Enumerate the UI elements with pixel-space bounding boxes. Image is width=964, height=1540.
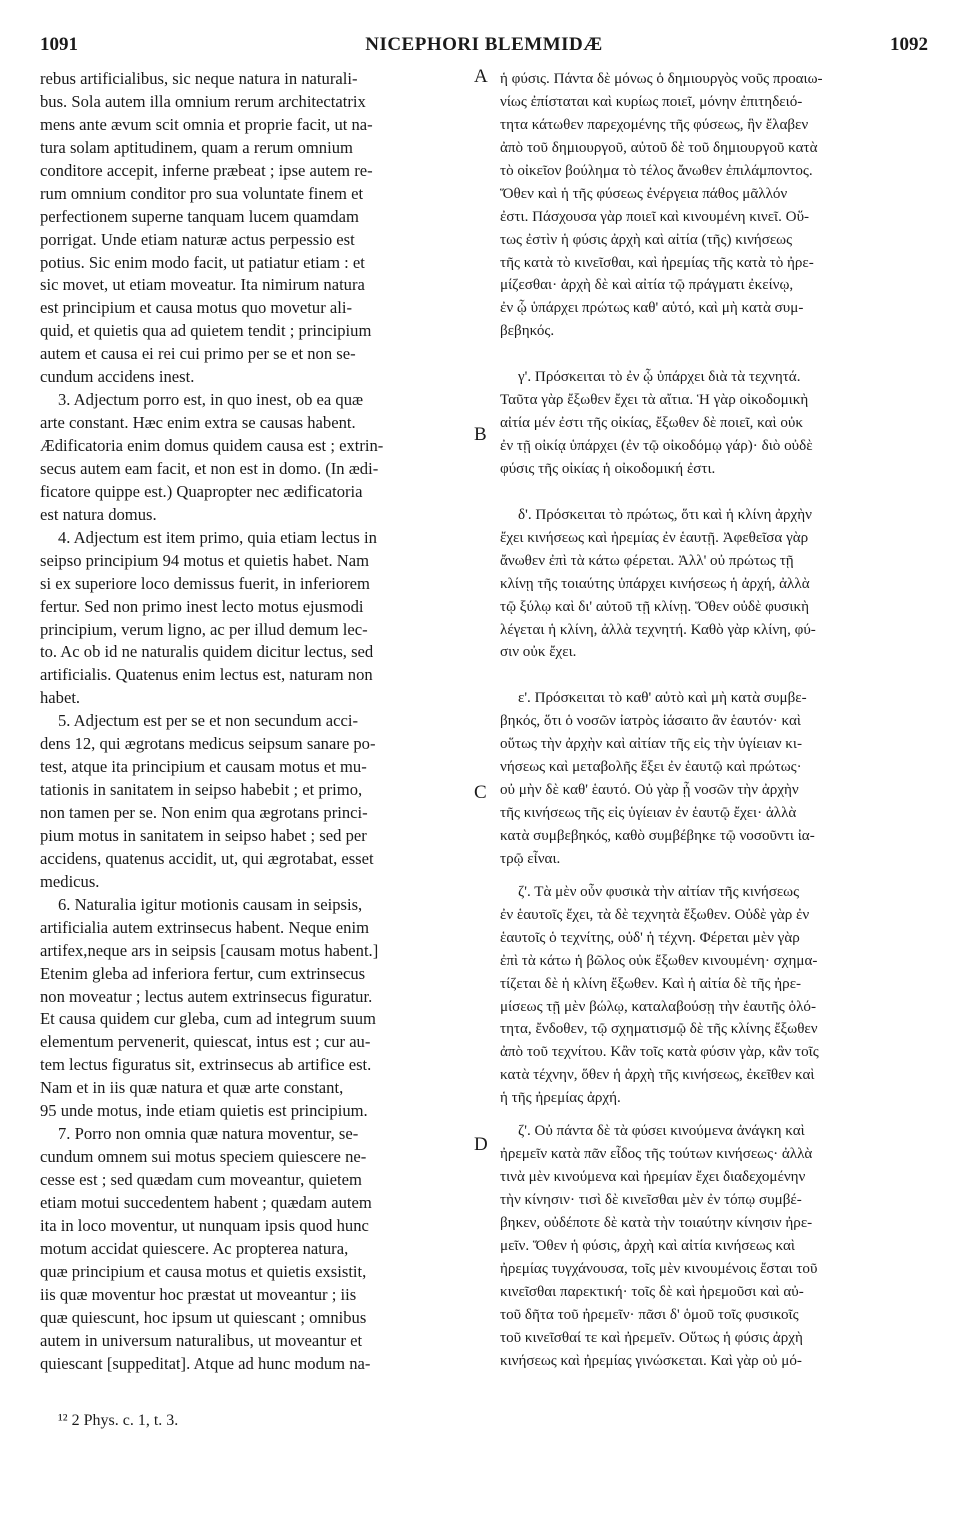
text-line: Ædificatoria enim domus quidem causa est ; extrin- [40, 436, 384, 455]
text-line: βεβηκός. [500, 323, 555, 340]
text-line: κλίνῃ τῆς τοιαύτης ὑπάρχει κινήσεως ἡ ἀρχή, ἀλλὰ [500, 575, 810, 592]
text-line: ἐν ἑαυτοῖς ἔχει, τὰ δὲ τεχνητὰ ἔξωθεν. Οὐδὲ γὰρ ἐν [500, 906, 810, 923]
text-line: τῆς κατὰ τὸ κινεῖσθαι, καὶ ἠρεμίας τῆς κατὰ τὸ ἠρε- [500, 254, 814, 271]
text-line: τως ἐστὶν ἡ φύσις ἀρχὴ καὶ αἰτία (τῆς) κινήσεως [500, 231, 793, 248]
text-line: οὐ μὴν δὲ καθ' ἑαυτό. Οὐ γὰρ ᾗ νοσῶν τὴν ἀρχὴν [500, 782, 799, 799]
text-line: τῷ ξύλῳ καὶ δι' αὐτοῦ τῇ κλίνῃ. Ὅθεν οὐδὲ φυσικὴ [500, 598, 809, 615]
text-line: ita in loco moventur, ut nunquam ipsis quod hunc [40, 1215, 369, 1235]
text-line: cundum omnem sui motus speciem quiescere ne- [40, 1147, 367, 1167]
text-line: κινεῖσθαι παρεκτική· τοῖς δὲ καὶ ἠρεμοῦσι καὶ αὐ- [500, 1283, 804, 1300]
text-line: quiescant [suppeditat]. Atque ad hunc modum na- [40, 1353, 371, 1373]
text-line: non tamen per se. Non enim qua ægrotans princi- [40, 803, 368, 822]
text-line: rum omnium conditor pro sua voluntate finem et [40, 183, 364, 203]
text-line: τὴν κίνησιν· τισὶ δὲ κινεῖσθαι μὲν ἐν τόπῳ συμβέ- [500, 1192, 802, 1208]
text-line: κινήσεως καὶ ἠρεμίας γινώσκεται. Καὶ γὰρ οὐ μό- [500, 1352, 802, 1369]
text-line: 6. Naturalia igitur motionis causam in seipsis, [58, 894, 363, 914]
text-line: νίως ἐπίσταται καὶ κυρίως ποιεῖ, μόνην ἐπιτηδειό- [500, 93, 803, 110]
latin-column [40, 68, 472, 1375]
text-line: κατὰ τέχνην, ὅθεν ἡ ἀρχὴ τῆς κινήσεως, ἐκεῖθεν καὶ [500, 1067, 815, 1084]
greek-paragraph-4 [500, 504, 924, 665]
text-line: ζ'. Τὰ μὲν οὖν φυσικὰ τὴν αἰτίαν τῆς κινήσεως [518, 883, 800, 900]
text-line: motum accidat quiescere. Ac propterea natura, [40, 1238, 349, 1258]
text-line: τὸ οἰκεῖον βούλημα τὸ τέλος ἄνωθεν ἐπιλάμποντος. [500, 162, 813, 179]
text-line: ἐν τῇ οἰκίᾳ ὑπάρχει (ἐν τῷ οἰκοδόμῳ γάρ)· διὸ οὐδὲ [500, 438, 813, 454]
text-line: artificialis. Quatenus enim lectus est, naturam non [40, 665, 373, 685]
text-line: μίσεως τῇ μὲν βώλῳ, καταλαβούσῃ τὴν ἑαυτῆς ὁλό- [500, 998, 816, 1015]
text-line: τητα, ἔνδοθεν, τῷ σχηματισμῷ δὲ τῆς κλίνης ἔξωθεν [500, 1021, 818, 1038]
text-line: habet. [40, 688, 81, 708]
text-line: si ex superiore loco demissus fuerit, in inferiorem [40, 573, 370, 593]
margin-marker-b: B [474, 424, 487, 445]
text-line: tura solam aptitudinem, quam a rerum omnium [40, 137, 353, 157]
text-line: medicus. [40, 871, 100, 891]
text-line: est natura domus. [40, 504, 157, 524]
text-line: mens ante ævum scit omnia et proprie facit, ut na- [40, 114, 373, 134]
text-line: ἠρεμίας τυγχάνουσα, τοῖς μὲν κινουμένοις ἔσται τοῦ [500, 1260, 818, 1277]
latin-paragraph-7 [40, 1123, 472, 1375]
latin-paragraph-6 [40, 894, 472, 1123]
text-line: αἰτία μέν ἐστι τῆς οἰκίας, ἔξωθεν δὲ ποιεῖ, καὶ οὐκ [500, 415, 804, 432]
greek-paragraph-5 [500, 687, 924, 871]
text-line: βηκός, ὅτι ὁ νοσῶν ἰατρὸς ἰάσαιτο ἂν ἑαυτόν· καὶ [500, 713, 801, 730]
text-line: τινὰ μὲν κινούμενα καὶ ἠρεμίαν ἔχει διαδεχομένην [500, 1169, 806, 1186]
greek-paragraph-6 [500, 881, 924, 1110]
text-line: bus. Sola autem illa omnium rerum architectatrix [40, 91, 366, 111]
greek-column [500, 68, 924, 1373]
text-line: accidens, quatenus accidit, ut, qui ægrotabat, esset [40, 848, 374, 868]
text-line: quæ quiescunt, hoc ipsum ut quiescant ; omnibus [40, 1307, 367, 1327]
text-line: fertur. Sed non primo inest lecto motus ejusmodi [40, 596, 364, 616]
text-line: porrigat. Unde etiam naturæ actus perpessio est [40, 229, 355, 249]
text-line: Nam et in iis quæ natura et quæ arte constant, [40, 1078, 344, 1098]
latin-paragraph-3 [40, 389, 472, 527]
text-line: οὕτως τὴν ἀρχὴν καὶ αἰτίαν τῆς εἰς τὴν ὑγίειαν κι- [500, 736, 802, 753]
page-number-right: 1092 [890, 34, 928, 55]
text-line: 95 unde motus, inde etiam quietis est principium. [40, 1101, 368, 1121]
text-line: non moveatur ; lectus autem extrinsecus figuratur. [40, 986, 373, 1006]
text-line: principium, verum ligno, ac per illud demum lec- [40, 619, 368, 639]
text-line: pium motus in sanitatem in seipso habet ; sed per [40, 825, 367, 845]
text-line: quæ principium et causa motus et quietis exsistit, [40, 1261, 367, 1281]
text-line: Ὅθεν καὶ ἡ τῆς φύσεως ἐνέργεια πάθος μᾶλλόν [500, 185, 788, 202]
latin-paragraph-5 [40, 710, 472, 894]
margin-marker-a: A [474, 66, 488, 87]
text-line: tem lectus figuratus sit, extrinsecus ab artifice est. [40, 1055, 372, 1075]
text-line: elementum pervenerit, quiescat, intus est ; cur au- [40, 1032, 371, 1052]
text-line: δ'. Πρόσκειται τὸ πρώτως, ὅτι καὶ ἡ κλίνη ἀρχὴν [518, 506, 812, 523]
text-line: iis quæ moventur hoc præstat ut moveantur ; iis [40, 1284, 357, 1304]
text-line: arte constant. Hæc enim extra se causas habent. [40, 413, 356, 433]
text-line: μίζεσθαι· ἀρχὴ δὲ καὶ αἰτία τῷ πράγματι ἐκείνῳ, [500, 277, 794, 294]
text-line: autem in universum naturalibus, ut moveantur et [40, 1330, 363, 1350]
text-line: est principium et causa motus quo movetur ali- [40, 298, 352, 318]
text-line: ἡ τῆς ἠρεμίας ἀρχή. [500, 1090, 621, 1107]
text-line: seipso principium 94 motus et quietis habet. Nam [40, 550, 370, 570]
text-line: artificialia autem extrinsecus habent. Neque enim [40, 917, 369, 937]
text-line: γ'. Πρόσκειται τὸ ἐν ᾧ ὑπάρχει διὰ τὰ τεχνητά. [518, 369, 801, 386]
text-line: 5. Adjectum est per se et non secundum acci- [58, 711, 358, 731]
text-line: etiam motui succedentem habent ; quædam autem [40, 1192, 372, 1212]
text-line: βηκεν, οὐδέποτε δὲ κατὰ τὴν τοιαύτην κίνησιν ἠρε- [500, 1214, 813, 1231]
text-line: cesse est ; sed quædam cum moveantur, quietem [40, 1170, 362, 1189]
latin-paragraph-2 [40, 68, 472, 389]
text-line: ζ'. Οὐ πάντα δὲ τὰ φύσει κινούμενα ἀνάγκη καὶ [518, 1123, 805, 1140]
text-line: Et causa quidem cur gleba, cum ad integrum suum [40, 1009, 376, 1029]
text-line: 7. Porro non omnia quæ natura moventur, se- [58, 1124, 359, 1144]
page-header [40, 34, 928, 64]
text-line: τοῦ κινεῖσθαί τε καὶ ἠρεμεῖν. Οὕτως ἡ φύσις ἀρχὴ [500, 1329, 803, 1346]
text-line: ἔχει κινήσεως καὶ ἠρεμίας ἐν ἑαυτῇ. Ἀφεθεῖσα γὰρ [500, 529, 809, 546]
text-line: ficatore quippe est.) Quapropter nec ædificatoria [40, 481, 363, 501]
text-line: ἀπὸ τοῦ τεχνίτου. Κἂν τοῖς κατὰ φύσιν γὰρ, κἂν τοῖς [500, 1044, 819, 1061]
text-line: τοῦ δῆτα τοῦ ἠρεμεῖν· πᾶσι δ' ὁμοῦ τοῖς φυσικοῖς [500, 1306, 799, 1323]
text-line: λέγεται ἡ κλίνη, ἀλλὰ τεχνητή. Καθὸ γὰρ κλίνη, φύ- [500, 621, 816, 638]
text-line: νήσεως καὶ μεταβολῆς ἕξει ἐν ἑαυτῷ καὶ πρώτως· [500, 759, 802, 776]
text-line: cundum accidens inest. [40, 367, 195, 387]
text-line: σιν οὐκ ἔχει. [500, 644, 577, 661]
footnote: ¹² 2 Phys. c. 1, t. 3. [58, 1412, 179, 1429]
text-line: ἡ φύσις. Πάντα δὲ μόνως ὁ δημιουργὸς νοῦς προαιω- [500, 71, 823, 87]
page-number-left: 1091 [40, 34, 78, 55]
text-line: ε'. Πρόσκειται τὸ καθ' αὑτὸ καὶ μὴ κατὰ συμβε- [518, 690, 807, 707]
running-title: NICEPHORI BLEMMIDÆ [365, 34, 603, 55]
text-line: μεῖν. Ὅθεν ἡ φύσις, ἀρχὴ καὶ αἰτία κινήσεως καὶ [500, 1237, 795, 1254]
text-line: dens 12, qui ægrotans medicus seipsum sanare po- [40, 734, 376, 754]
text-line: φύσις τῆς οἰκίας ἡ οἰκοδομική ἐστι. [500, 460, 716, 477]
text-line: sic movet, ut etiam moveatur. Ita nimirum natura [40, 275, 365, 295]
margin-marker-c: C [474, 782, 487, 803]
text-line: artifex,neque ars in seipsis [causam motus habent.] [40, 940, 379, 960]
text-line: ἠρεμεῖν κατὰ πᾶν εἶδος τῆς τούτων κινήσεως· ἀλλὰ [500, 1146, 813, 1163]
text-line: τίζεται δὲ ἡ κλίνη ἔξωθεν. Καὶ ἡ αἰτία δὲ τῆς ἠρε- [500, 975, 802, 992]
text-line: secus autem eam facit, et non est in domo. (In ædi- [40, 458, 379, 478]
text-line: ἀπὸ τοῦ δημιουργοῦ, αὐτοῦ δὲ τοῦ δημιουργοῦ κατὰ [500, 139, 818, 156]
text-line: Etenim gleba ad inferiora fertur, cum extrinsecus [40, 963, 366, 983]
text-line: potius. Sic enim modo facit, ut patiatur etiam : et [40, 252, 365, 272]
text-line: 3. Adjectum porro est, in quo inest, ob ea quæ [58, 390, 364, 410]
margin-marker-d: D [474, 1134, 488, 1155]
text-line: κατὰ συμβεβηκός, καθὸ συμβέβηκε τῷ νοσοῦντι ἰα- [500, 827, 815, 844]
text-line: τρῷ εἶναι. [500, 850, 561, 867]
text-line: ἐν ᾧ ὑπάρχει πρώτως καθ' αὑτό, καὶ μὴ κατὰ συμ- [500, 300, 804, 317]
text-line: τῆς κινήσεως τῆς εἰς ὑγίειαν ἐν ἑαυτῷ ἔχει· ἀλλὰ [500, 805, 797, 821]
text-line: autem et causa ei rei cui primo per se et non se- [40, 344, 356, 364]
greek-paragraph-7 [500, 1120, 924, 1372]
text-line: ἐπὶ τὰ κάτω ἡ βῶλος οὐκ ἔξωθεν κινουμένη· σχημα- [500, 952, 818, 969]
text-line: conditore accepit, inferne præbeat ; ipse autem re- [40, 160, 373, 180]
text-line: test, atque ita principium et causam motus et mu- [40, 757, 367, 777]
greek-paragraph-2 [500, 68, 924, 343]
text-line: rebus artificialibus, sic neque natura in naturali- [40, 69, 358, 88]
text-line: ἑαυτοῖς ὁ τεχνίτης, οὐδ' ἡ τέχνη. Φέρεται μὲν γὰρ [500, 929, 800, 946]
text-line: ἐστι. Πάσχουσα γὰρ ποιεῖ καὶ κινουμένη κινεῖ. Οὕ- [500, 208, 810, 225]
text-line: perfectionem superne tanquam lucem quamdam [40, 206, 359, 226]
text-line: 4. Adjectum est item primo, quia etiam lectus in [58, 527, 377, 547]
latin-paragraph-4 [40, 527, 472, 711]
text-line: Ταῦτα γὰρ ἔξωθεν ἔχει τὰ αἴτια. Ἡ γὰρ οἰκοδομικὴ [500, 392, 809, 409]
text-line: quid, et quietis qua ad quietem tendit ; principium [40, 321, 372, 341]
greek-paragraph-3 [500, 366, 924, 481]
text-line: to. Ac ob id ne naturalis quidem dicitur lectus, sed [40, 642, 374, 662]
text-line: ἄνωθεν ἐπὶ τὰ κάτω φέρεται. Ἀλλ' οὐ πρώτως τῇ [500, 552, 794, 569]
text-line: tationis in sanitatem in seipso habebit ; et primo, [40, 780, 363, 800]
text-line: τητα κάτωθεν παρεχομένης τῆς φύσεως, ἣν ἔλαβεν [500, 116, 809, 133]
